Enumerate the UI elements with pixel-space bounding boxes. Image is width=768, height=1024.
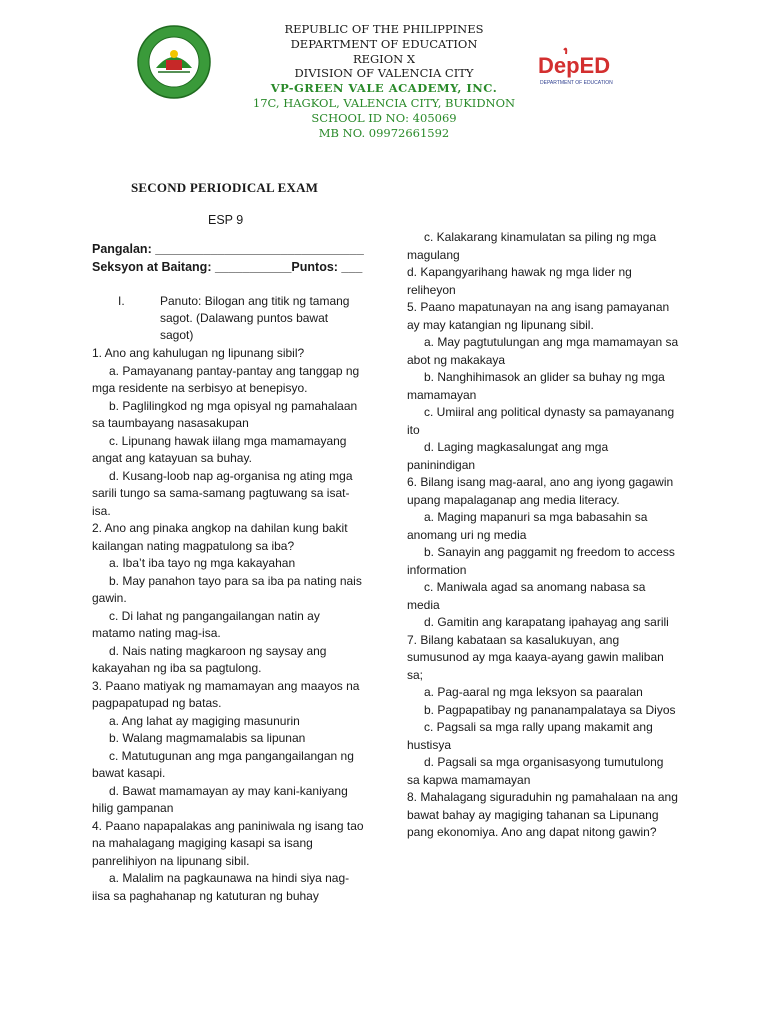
answer-choice[interactable]: b. Paglilingkod ng mga opisyal ng pamahalaan sa taumbayang nasasakupan bbox=[92, 398, 358, 430]
school-name: VP-GREEN VALE ACADEMY, INC. bbox=[270, 81, 498, 96]
mb-number: MB NO. 09972661592 bbox=[318, 125, 450, 140]
header-line-division: DIVISION OF VALENCIA CITY bbox=[294, 66, 474, 81]
answer-choice[interactable]: a. Pag-aaral ng mga leksyon sa paaralan bbox=[424, 685, 643, 699]
deped-logo-sub: DEPARTMENT OF EDUCATION bbox=[540, 80, 613, 86]
header-line-deped: DEPARTMENT OF EDUCATION bbox=[290, 36, 478, 51]
answer-choice[interactable]: c. Di lahat ng pangangailangan natin ay matamo nating mag-isa. bbox=[92, 608, 320, 640]
answer-choice[interactable]: c. Maniwala agad sa anomang nabasa sa media bbox=[407, 580, 646, 612]
exam-subject: ESP 9 bbox=[208, 213, 244, 227]
student-info-fields bbox=[92, 240, 364, 276]
answer-choice[interactable]: d. Nais nating magkaroon ng saysay ang kakayahan ng iba sa pagtulong. bbox=[92, 643, 327, 675]
question-text: 6. Bilang isang mag-aaral, ano ang iyong gagawin upang mapalaganap ang media literacy. bbox=[407, 475, 674, 507]
question-text: 4. Paano napapalakas ang paniniwala ng isang tao na mahalagang magiging kasapi sa isang panrelihiyon na lipunang sibil. bbox=[92, 818, 364, 868]
right-question-column bbox=[407, 229, 679, 842]
header-line-region: REGION X bbox=[352, 51, 416, 66]
answer-choice[interactable]: d. Laging magkasalungat ang mga paninindigan bbox=[407, 440, 609, 472]
question-text: d. Kapangyarihang hawak ng mga lider ng reliheyon bbox=[407, 265, 632, 297]
school-address: 17C, HAGKOL, VALENCIA CITY, BUKIDNON bbox=[252, 95, 516, 110]
question-text: 3. Paano matiyak ng mamamayan ang maayos na pagpapatupad ng batas. bbox=[92, 678, 360, 710]
question-text: 7. Bilang kabataan sa kasalukuyan, ang sumusunod ay mga kaaya-ayang gawin maliban sa; bbox=[407, 632, 664, 682]
answer-choice[interactable]: d. Gamitin ang karapatang ipahayag ang sarili bbox=[424, 615, 669, 629]
answer-choice[interactable]: c. Umiiral ang political dynasty sa pamayanang ito bbox=[407, 405, 675, 437]
answer-choice[interactable]: d. Pagsali sa mga organisasyong tumutulong sa kapwa mamamayan bbox=[407, 755, 664, 787]
answer-choice[interactable]: b. Nanghihimasok an glider sa buhay ng mga mamamayan bbox=[407, 370, 665, 402]
answer-choice[interactable]: c. Pagsali sa mga rally upang makamit ang hustisya bbox=[407, 720, 653, 752]
instructions-number: I. bbox=[118, 294, 125, 308]
answer-choice[interactable]: c. Lipunang hawak iilang mga mamamayang angat ang katayuan sa buhay. bbox=[92, 433, 347, 465]
question-text: 5. Paano mapatunayan na ang isang pamayanan ay may katangian ng lipunang sibil. bbox=[407, 300, 670, 332]
school-header bbox=[0, 22, 768, 140]
section-score-field[interactable]: Seksyon at Baitang: ___________Puntos: ___ bbox=[92, 260, 363, 274]
exam-title: SECOND PERIODICAL EXAM bbox=[131, 180, 319, 195]
answer-choice[interactable]: a. May pagtutulungan ang mga mamamayan sa abot ng makakaya bbox=[407, 335, 679, 367]
deped-logo bbox=[536, 46, 616, 88]
question-text: 8. Mahalagang siguraduhin ng pamahalaan na ang bawat bahay ay magiging tahanan sa Lipunang pang ekonomiya. Ano ang dapat nitong gawin? bbox=[407, 790, 678, 839]
name-field[interactable]: Pangalan: ______________________________ bbox=[92, 242, 364, 256]
answer-choice[interactable]: c. Matutugunan ang mga pangangailangan ng bawat kasapi. bbox=[92, 748, 354, 780]
answer-choice[interactable]: c. Kalakarang kinamulatan sa piling ng mga magulang bbox=[407, 230, 657, 262]
answer-choice[interactable]: a. Ang lahat ay magiging masunurin bbox=[109, 713, 300, 728]
school-id: SCHOOL ID NO: 405069 bbox=[311, 110, 457, 125]
deped-logo-text: DepED bbox=[538, 53, 611, 78]
answer-choice[interactable]: a. Iba’t iba tayo ng mga kakayahan bbox=[109, 556, 296, 570]
answer-choice[interactable]: d. Kusang-loob nap ag-organisa ng ating mga sarili tungo sa sama-samang pagtuwang sa isat-isa. bbox=[92, 468, 353, 518]
header-line-republic: REPUBLIC OF THE PHILIPPINES bbox=[284, 22, 484, 36]
answer-choice[interactable]: a. Maging mapanuri sa mga babasahin sa anomang uri ng media bbox=[407, 510, 648, 542]
answer-choice[interactable]: d. Bawat mamamayan ay may kani-kaniyang hilig gampanan bbox=[92, 783, 348, 815]
answer-choice[interactable]: b. Sanayin ang paggamit ng freedom to access information bbox=[407, 545, 675, 577]
answer-choice[interactable]: a. Malalim na pagkaunawa na hindi siya nag-iisa sa paghahanap ng katuturan ng buhay bbox=[92, 871, 350, 903]
answer-choice[interactable]: b. Walang magmamalabis sa lipunan bbox=[109, 731, 306, 745]
left-question-column bbox=[92, 345, 364, 905]
instructions-text: Panuto: Bilogan ang titik ng tamang sagot. (Dalawang puntos bawat sagot) bbox=[160, 294, 350, 342]
question-text: 2. Ano ang pinaka angkop na dahilan kung bakit kailangan nating magpatulong sa iba? bbox=[92, 521, 348, 553]
answer-choice[interactable]: b. Pagpapatibay ng pananampalataya sa Diyos bbox=[424, 702, 676, 717]
answer-choice[interactable]: b. May panahon tayo para sa iba pa nating nais gawin. bbox=[92, 573, 362, 605]
question-text: 1. Ano ang kahulugan ng lipunang sibil? bbox=[92, 346, 305, 360]
answer-choice[interactable]: a. Pamayanang pantay-pantay ang tanggap ng mga residente na serbisyo at benepisyo. bbox=[92, 363, 360, 395]
